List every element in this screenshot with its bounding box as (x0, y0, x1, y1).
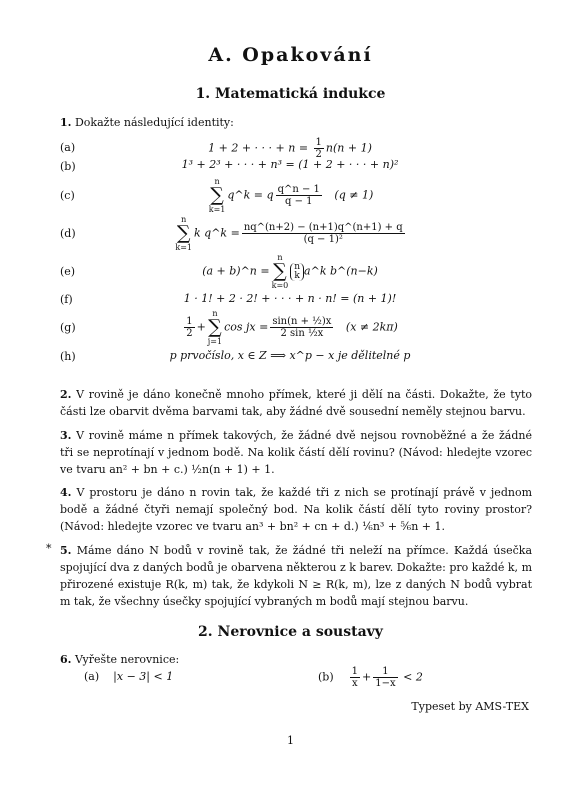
eq-label-g: (g) (60, 321, 76, 334)
eq-label-a: (a) (60, 141, 76, 154)
eq-label-h: (h) (60, 350, 76, 363)
sub-label: (b) (318, 670, 334, 684)
eq-b-text: 1³ + 2³ + · · · + n³ = (1 + 2 + · · · + n)² (181, 158, 399, 171)
fraction: $\frac{1}{2}$ (186, 316, 193, 339)
problem-6a (84, 670, 173, 683)
problem-number: 5. (60, 544, 72, 557)
sum-symbol: n ∑ j=1 (207, 309, 223, 346)
fraction: $\frac{1}{x}$ (351, 666, 358, 689)
eq-label-c: (c) (60, 189, 75, 202)
sub-label: (a) (84, 670, 100, 683)
eq-e-left: (a + b)^n = (202, 264, 270, 278)
problem-number: 6. (60, 653, 72, 666)
typeset-note: Typeset by AMS-TEX (411, 700, 529, 713)
starred-marker: * (46, 542, 52, 555)
problem-text: Vyřešte nerovnice: (74, 653, 180, 666)
equation-d (100, 215, 480, 252)
equation-h (100, 349, 480, 362)
problem-2 (60, 386, 532, 420)
problem-text: V prostoru je dáno n rovin tak, že každé tři z nich se protínají právě v jednom bodě a žádné čtyři nemají společný bod. Na kolik částí dělí tyto roviny prostor? (Návod: hledejte vzorec ve tvaru an³ + bn² + cn + d.) (60, 486, 532, 533)
eq-label-b: (b) (60, 160, 76, 173)
problem-number: 4. (60, 486, 72, 499)
eq-label-f: (f) (60, 293, 73, 306)
eq-label-e: (e) (60, 265, 76, 278)
fraction: $\frac{q\^{}n - 1}{q - 1}$ (277, 184, 320, 207)
problem-answer: ½n(n + 1) + 1. (187, 463, 275, 476)
equation-a (100, 137, 480, 160)
fraction: $\frac{nq\^{}(n+2) - (n+1)q\^{}(n+1) + q}{\text{(q − 1)²}}$ (243, 222, 403, 245)
inequality-a: |x − 3| < 1 (113, 670, 174, 683)
sum-symbol: n ∑ k=1 (175, 215, 192, 252)
problem-text: Máme dáno N bodů v rovině tak, že žádné tři neleží na přímce. Každá úsečka spojující dva z daných bodů je obarvena některou z k barev. Dokažte: pro každé k, m přirozené existuje R(k, m) tak, že kdykoli N ≥ R(k, m), lze z daných N bodů vybrat m tak, že všechny úsečky spojující vybraných m bodů mají stejnou barvu. (60, 544, 532, 608)
binomial-coefficient: n k (290, 263, 304, 281)
problem-number: 3. (60, 429, 72, 442)
eq-g-mid: cos jx = (224, 320, 269, 334)
problem-6 (60, 653, 179, 666)
section-heading-2: 2. Nerovnice a soustavy (198, 624, 383, 640)
eq-a-left: 1 + 2 + · · · + n = (208, 141, 312, 155)
eq-d-mid: k q^k = (194, 226, 240, 240)
inequality-b-rest: < 2 (403, 670, 423, 684)
equation-f (100, 292, 480, 305)
eq-f-text: 1 · 1! + 2 · 2! + · · · + n · n! = (n + 1)! (183, 292, 397, 305)
problem-text: V rovině máme n přímek takových, že žádné dvě nejsou rovnoběžné a že žádné tři se neprotínají v jednom bodě. Na kolik částí dělí rovinu? (Návod: hledejte vzorec ve tvaru an² + bn + c.) (60, 429, 533, 476)
eq-e-right: a^k b^(n−k) (304, 264, 378, 278)
problem-4 (60, 484, 532, 535)
eq-h-text: p prvočíslo, x ∈ Z ⟹ x^p − x je dělitelné p (169, 349, 411, 362)
section-heading-1: 1. Matematická indukce (195, 86, 386, 102)
page-number: 1 (287, 734, 294, 747)
sum-symbol: n ∑ k=1 (208, 177, 226, 214)
equation-c (100, 177, 480, 214)
problem-number: 2. (60, 388, 72, 401)
eq-label-d: (d) (60, 227, 76, 240)
eq-c-mid: q^k = q (227, 188, 274, 202)
sum-symbol: n ∑ k=0 (271, 253, 289, 290)
eq-a-right: n(n + 1) (325, 141, 372, 155)
problem-6b: (b) $\frac{1}{x}$ + $\frac{1}{1-x}$ < 2 (318, 666, 423, 689)
fraction: $\frac{1}{1-x}$ (375, 666, 396, 689)
problem-number: 1. (60, 116, 72, 129)
problem-text: Dokažte následující identity: (74, 116, 234, 129)
eq-g-condition: (x ≠ 2kπ) (345, 320, 398, 334)
eq-c-condition: (q ≠ 1) (334, 188, 374, 202)
problem-1 (60, 116, 234, 129)
problem-text: V rovině je dáno konečně mnoho přímek, které ji dělí na části. Dokažte, že tyto části lze obarvit dvěma barvami tak, aby žádné dvě sousední neměly stejnou barvu. (60, 388, 532, 418)
fraction: $\frac{\text{sin(n + ½)x}}{\text{2 sin ½x}}$ (272, 316, 332, 339)
problem-3 (60, 427, 532, 478)
equation-g: $\frac{1}{2}$ +n ∑ j=1cos jx = $\frac{\text{sin(n + ½)x}}{\text{2 sin ½x}}$ (x ≠ 2kπ) (186, 309, 398, 346)
problem-5 (60, 542, 532, 610)
problem-answer: ⅙n³ + ⅚n + 1. (358, 520, 445, 533)
page-title: A. Opakování (208, 44, 373, 66)
equation-e (100, 253, 480, 290)
fraction: $\frac{1}{2}$ (315, 137, 322, 160)
equation-b (100, 158, 480, 171)
